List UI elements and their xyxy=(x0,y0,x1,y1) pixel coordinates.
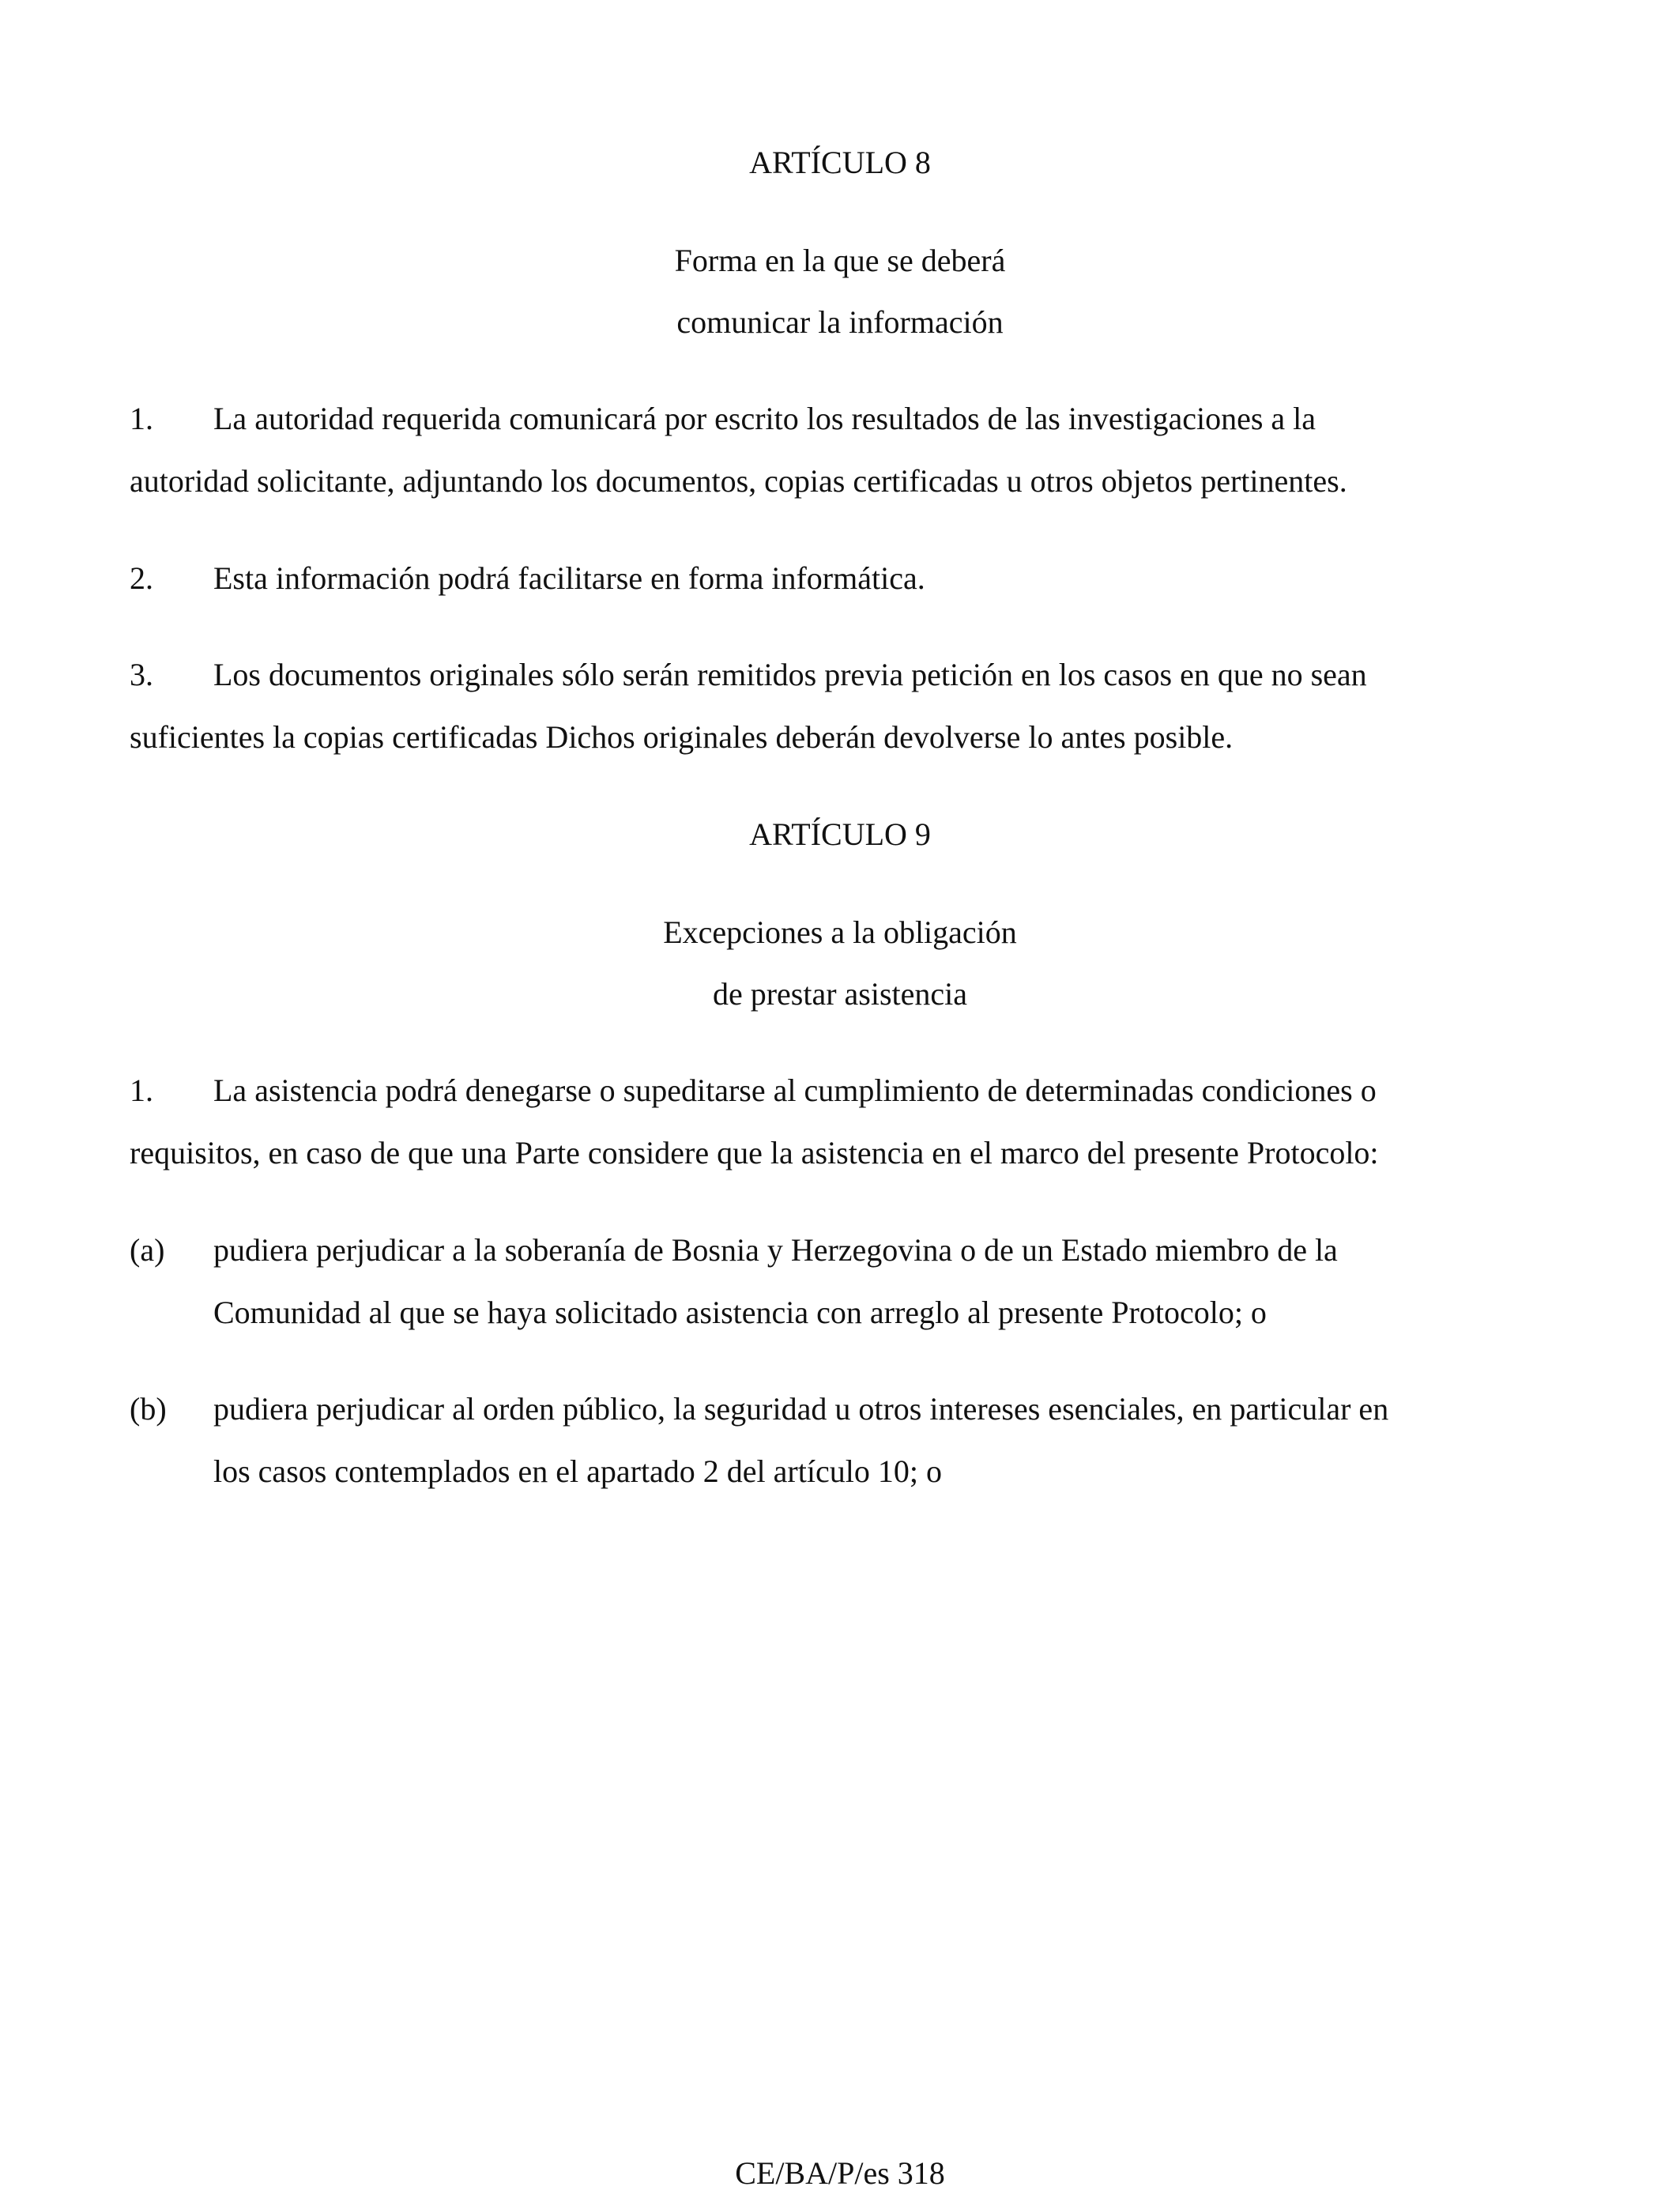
article-9-title-line-2: de prestar asistencia xyxy=(712,976,968,1012)
article-9-item-b-line-2: los casos contemplados en el apartado 2 del artículo 10; o xyxy=(213,1453,942,1489)
article-8-title-line-2: comunicar la información xyxy=(676,304,1004,340)
article-8-heading: ARTÍCULO 8 xyxy=(749,145,931,180)
article-9-item-a-label: (a) xyxy=(130,1232,165,1268)
footer-reference: CE/BA/P/es 318 xyxy=(735,2155,945,2191)
article-9-title-line-1: Excepciones a la obligación xyxy=(663,914,1017,950)
article-8-paragraph-3-line-2: suficientes la copias certificadas Dichos originales deberán devolverse lo antes posible. xyxy=(130,719,1234,755)
article-9-paragraph-1-line-1: La asistencia podrá denegarse o supeditarse al cumplimiento de determinadas condiciones o xyxy=(213,1072,1377,1108)
article-8-paragraph-3-number: 3. xyxy=(130,657,153,692)
article-8-paragraph-1-line-2: autoridad solicitante, adjuntando los documentos, copias certificadas u otros objetos pertinentes. xyxy=(130,463,1347,499)
article-8-title-line-1: Forma en la que se deberá xyxy=(674,243,1006,278)
article-9-paragraph-1-number: 1. xyxy=(130,1072,153,1108)
article-9-paragraph-1-line-2: requisitos, en caso de que una Parte considere que la asistencia en el marco del presente Protocolo: xyxy=(130,1135,1379,1171)
article-8-paragraph-3-line-1: Los documentos originales sólo serán remitidos previa petición en los casos en que no sean xyxy=(213,657,1367,692)
article-8-paragraph-1-number: 1. xyxy=(130,401,153,436)
article-9-heading: ARTÍCULO 9 xyxy=(749,816,931,852)
article-9-item-a-line-2: Comunidad al que se haya solicitado asistencia con arreglo al presente Protocolo; o xyxy=(213,1295,1267,1330)
article-9-item-b-label: (b) xyxy=(130,1391,167,1427)
article-8-paragraph-1-line-1: La autoridad requerida comunicará por escrito los resultados de las investigaciones a la xyxy=(213,401,1317,436)
article-8-paragraph-2-number: 2. xyxy=(130,560,153,596)
article-8-paragraph-2-line-1: Esta información podrá facilitarse en forma informática. xyxy=(213,560,925,596)
article-9-item-a-line-1: pudiera perjudicar a la soberanía de Bosnia y Herzegovina o de un Estado miembro de la xyxy=(213,1232,1338,1268)
article-9-item-b-line-1: pudiera perjudicar al orden público, la seguridad u otros intereses esenciales, en particular en xyxy=(213,1391,1389,1427)
